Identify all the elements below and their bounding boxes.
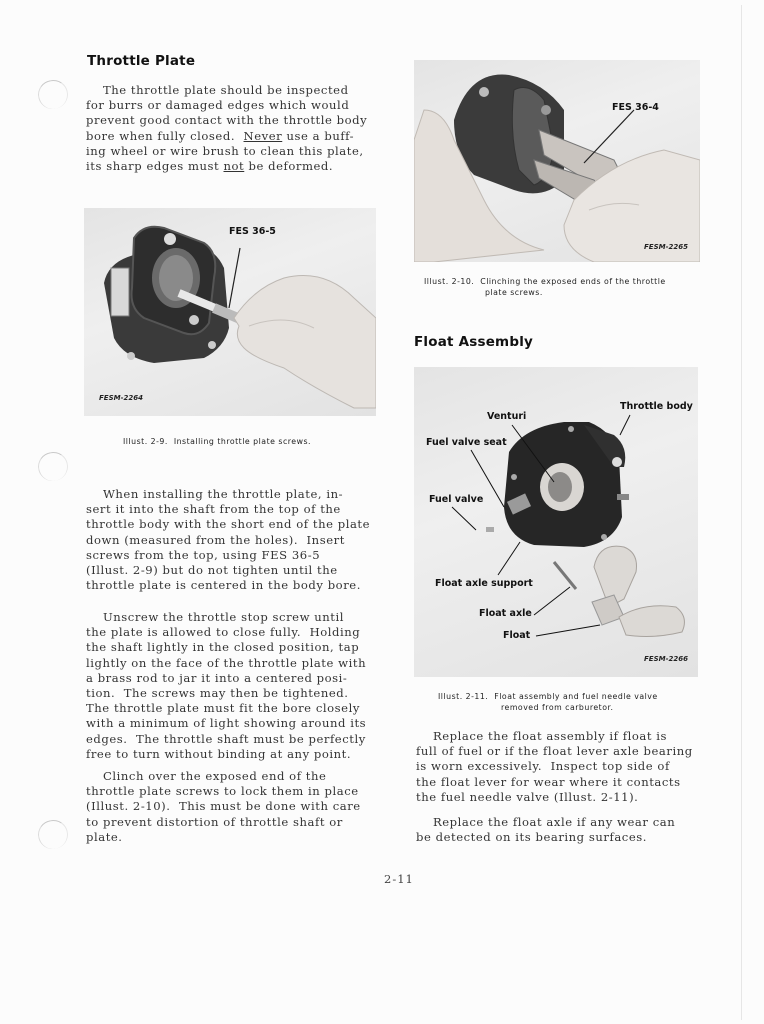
text-line: the shaft lightly in the closed position, tap [86, 640, 360, 655]
text-line: The throttle plate should be inspected [102, 83, 349, 97]
text-line: the fuel needle valve (Illust. 2-11). [416, 789, 639, 804]
binder-hole-icon [36, 450, 71, 484]
text-line: When installing the throttle plate, in- [86, 487, 344, 501]
binder-hole-icon [36, 818, 71, 852]
text-line: lightly on the face of the throttle plate with [86, 655, 367, 670]
text-line: free to turn without binding at any point. [86, 746, 352, 761]
emphasis-not: not [223, 159, 245, 174]
photo-clinching-screws [414, 60, 700, 262]
text-line: full of fuel or if the float lever axle bearing [416, 744, 693, 759]
text-line: a brass rod to jar it into a centered posi- [86, 670, 348, 685]
paragraph-replace-float [416, 729, 693, 805]
caption-illust-2-9: Illust. 2-9. Installing throttle plate screws. [123, 437, 312, 446]
emphasis-never: Never [243, 128, 283, 143]
label-throttle-body: Throttle body [620, 401, 693, 412]
photo-installing-throttle-screws [84, 208, 376, 416]
text-line: down (measured from the holes). Insert [86, 532, 345, 547]
paragraph-replace-axle [416, 815, 675, 845]
text-line: throttle plate screws to lock them in place [86, 784, 359, 799]
text-line: tion. The screws may then be tightened. [86, 686, 349, 701]
text-line: for burrs or damaged edges which would [86, 98, 350, 113]
caption-line: Illust. 2-10. Clinching the exposed ends of the throttle [424, 277, 666, 286]
text-line: with a minimum of light showing around its [86, 716, 367, 731]
text-line: is worn excessively. Inspect top side of [416, 759, 670, 774]
label-float-axle-support: Float axle support [435, 578, 533, 589]
text-line: sert it into the shaft from the top of the [86, 502, 341, 517]
photo-id: FESM-2265 [644, 243, 688, 251]
text-line: throttle body with the short end of the plate [86, 517, 371, 532]
page-number: 2-11 [384, 872, 414, 886]
binder-hole-icon [36, 78, 71, 112]
text-line: ing wheel or wire brush to clean this plate, [86, 143, 364, 158]
text-line: throttle plate is centered in the body bore. [86, 578, 361, 593]
text-line: be detected on its bearing surfaces. [416, 830, 647, 845]
photo-id: FESM-2264 [99, 394, 143, 402]
caption-line: removed from carburetor. [501, 703, 614, 712]
text-line: Replace the float assembly if float is [416, 729, 668, 743]
photo-float-assembly [414, 367, 698, 677]
callout-fes-36-5: FES 36-5 [229, 226, 276, 237]
text-line: (Illust. 2-10). This must be done with care [86, 799, 361, 814]
callout-fes-36-4: FES 36-4 [612, 102, 659, 113]
text-line: plate. [86, 829, 123, 844]
caption-illust-2-10 [424, 276, 666, 298]
text-span: be deformed. [244, 159, 334, 174]
label-venturi: Venturi [487, 411, 527, 422]
label-float-axle: Float axle [479, 608, 532, 619]
caption-illust-2-11 [438, 691, 658, 713]
paragraph-throttle-inspect [86, 83, 367, 174]
text-line: the plate is allowed to close fully. Holding [86, 625, 361, 640]
caption-line: plate screws. [485, 288, 543, 297]
text-line: Clinch over the exposed end of the [86, 769, 327, 783]
text-span: its sharp edges must [86, 159, 224, 174]
photo-id: FESM-2266 [644, 655, 688, 663]
page-edge-line [741, 5, 742, 1020]
text-line: to prevent distortion of throttle shaft or [86, 814, 343, 829]
paragraph-installing-plate [86, 487, 370, 593]
heading-throttle-plate: Throttle Plate [87, 53, 196, 69]
text-line: The throttle plate must fit the bore closely [86, 701, 360, 716]
text-line: screws from the top, using FES 36-5 [86, 547, 321, 562]
label-fuel-valve: Fuel valve [429, 494, 484, 505]
text-line: prevent good contact with the throttle body [86, 113, 368, 128]
paragraph-clinch [86, 769, 361, 845]
paragraph-stop-screw [86, 610, 366, 762]
text-line: (Illust. 2-9) but do not tighten until the [86, 563, 338, 578]
text-line: Replace the float axle if any wear can [416, 815, 676, 829]
label-float: Float [503, 630, 531, 641]
text-line: edges. The throttle shaft must be perfectly [86, 731, 366, 746]
text-line: Unscrew the throttle stop screw until [86, 610, 345, 624]
text-line: the float lever for wear where it contacts [416, 774, 681, 789]
text-span: use a buff- [282, 128, 355, 143]
text-span: bore when fully closed. [86, 128, 244, 143]
label-fuel-valve-seat: Fuel valve seat [426, 437, 507, 448]
caption-line: Illust. 2-11. Float assembly and fuel needle valve [438, 692, 658, 701]
heading-float-assembly: Float Assembly [414, 334, 534, 350]
